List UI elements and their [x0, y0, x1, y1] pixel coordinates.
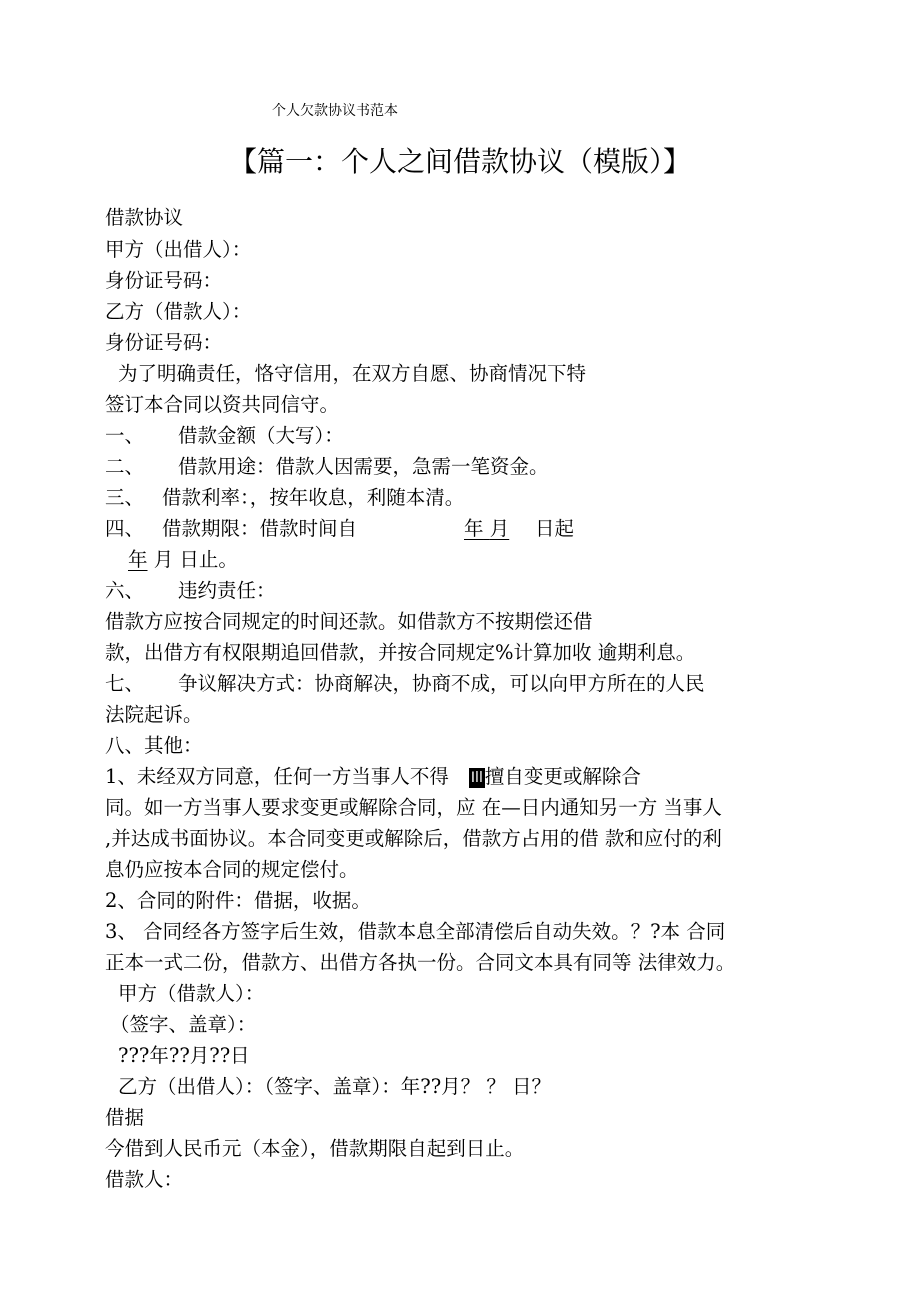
- clause-4-end: [128, 548, 238, 572]
- document-header: 个人欠款协议书范本: [272, 103, 398, 119]
- breach-line-1: 借款方应按合同规定的时间还款。如借款方不按期偿还借: [105, 610, 593, 633]
- clause-1-number: 一、: [105, 424, 145, 447]
- party-a-date: ???年??月??日: [118, 1044, 250, 1067]
- document-title: 【篇一：个人之间借款协议（模版）】: [228, 145, 691, 178]
- clause-8-heading: 八、其他：: [105, 734, 203, 757]
- year-field: 年: [464, 517, 484, 540]
- other-item-1-line-2: 同。如一方当事人要求变更或解除合同，应 在—日内通知另一方 当事人: [105, 796, 722, 819]
- party-a-signature-label: 甲方（借款人）：: [118, 982, 265, 1005]
- other-item-1-line-1: [105, 765, 641, 789]
- party-a-id-line: 身份证号码：: [105, 269, 223, 292]
- clause-2-number: 二、: [105, 455, 145, 478]
- clause-6-text: 违约责任：: [178, 579, 276, 602]
- party-b-line: 乙方（借款人）：: [105, 300, 252, 323]
- other-item-1-line-3: ,并达成书面协议。本合同变更或解除后，借款方占用的借 款和应付的利: [105, 827, 722, 850]
- party-b-id-line: 身份证号码：: [105, 331, 223, 354]
- clause-3-number: 三、: [105, 486, 145, 509]
- other-item-3-line-1: 3、 合同经各方签字后生效，借款本息全部清偿后自动失效。？?本 合同: [105, 920, 726, 943]
- clause-2-text: 借款用途：借款人因需要，急需一笔资金。: [178, 455, 549, 478]
- other-item-1-text-a: 1、未经双方同意，任何一方当事人不得: [105, 765, 449, 788]
- clause-4-year: [464, 517, 509, 541]
- garbled-mark: Ill: [470, 770, 483, 786]
- breach-line-2: 款，出借方有权限期追回借款，并按合同规定%计算加收 逾期利息。: [105, 641, 696, 664]
- other-item-1-text-b: 擅自变更或解除合: [484, 765, 641, 788]
- clause-4-start: 日起: [535, 517, 575, 540]
- clause-6-number: 六、: [105, 579, 145, 602]
- preamble-line-1: 为了明确责任，恪守信用，在双方自愿、协商情况下特: [118, 362, 587, 385]
- agreement-heading: 借款协议: [105, 206, 184, 229]
- clause-4-text: 借款期限：借款时间自: [162, 517, 358, 540]
- clause-7-number: 七、: [105, 672, 145, 695]
- receipt-borrower: 借款人：: [105, 1168, 184, 1191]
- preamble-line-2: 签订本合同以资共同信守。: [105, 393, 340, 416]
- clause-1-text: 借款金额（大写）：: [178, 424, 344, 447]
- other-item-3-line-2: 正本一式二份，借款方、出借方各执一份。合同文本具有同等 法律效力。: [105, 951, 736, 974]
- other-item-2: 2、合同的附件：借据，收据。: [105, 889, 371, 912]
- dispute-line-2: 法院起诉。: [105, 703, 203, 726]
- end-rest: 月 日止。: [153, 548, 238, 571]
- receipt-heading: 借据: [105, 1106, 145, 1129]
- clause-3-text: 借款利率：，按年收息，利随本清。: [162, 486, 465, 509]
- receipt-body: 今借到人民币元（本金），借款期限自起到日止。: [105, 1137, 525, 1160]
- clause-4-number: 四、: [105, 517, 145, 540]
- month-field: 月: [489, 517, 510, 540]
- clause-7-text: 争议解决方式：协商解决，协商不成，可以向甲方所在的人民: [178, 672, 705, 695]
- end-year-field: 年: [128, 548, 148, 571]
- party-a-line: 甲方（出借人）：: [105, 238, 252, 261]
- party-a-seal-label: （签字、盖章）：: [110, 1013, 257, 1036]
- party-b-signature-line: 乙方（出借人）：（签字、盖章）：年??月？ ？ 日？: [118, 1075, 552, 1098]
- other-item-1-line-4: 息仍应按本合同的规定偿付。: [105, 858, 359, 881]
